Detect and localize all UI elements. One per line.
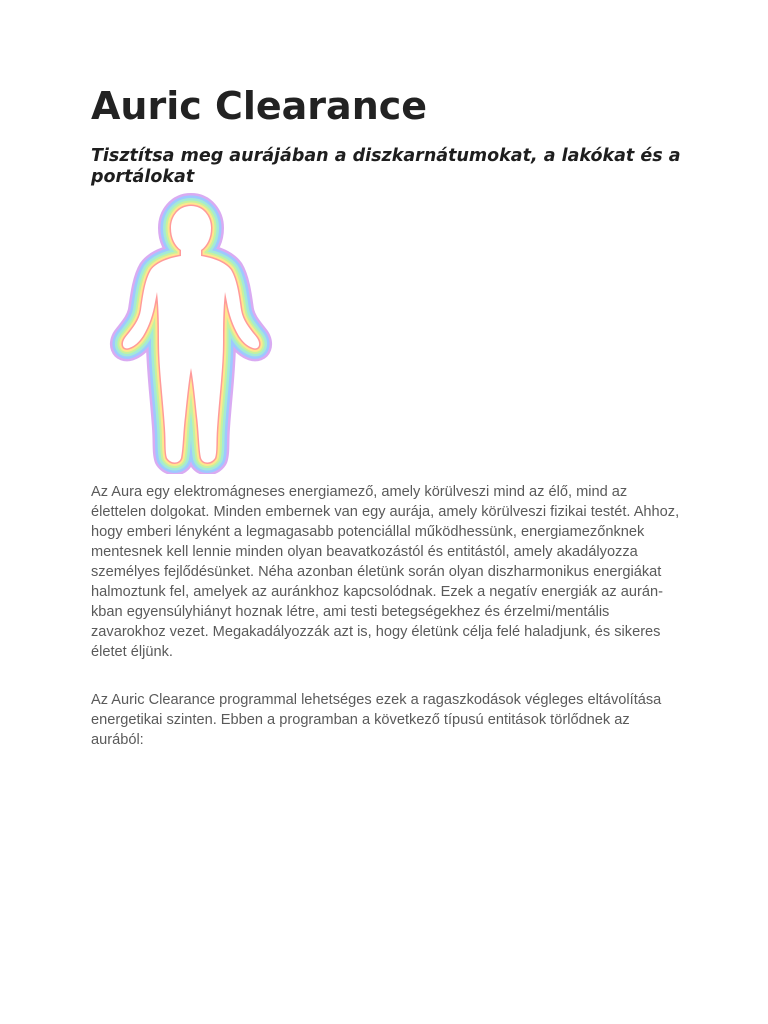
page-title: Auric Clearance	[91, 84, 428, 128]
paragraph-aura-intro: Az Aura egy elektromágneses energiamező, amely körülveszi mind az élő, mind az élettelen dolgokat. Minden embernek van egy aurája, amely körülveszi fizikai testét. Ahhoz, hogy emberi lényként a legmagasabb potenciállal működhessünk, energiamezőnknek mentesnek kell lennie minden olyan beavatkozástól és entitástól, amely akadályozza személyes fejlődésünket. Néha azonban életünk során olyan diszharmonikus energiákat halmoztunk fel, amelyek az auránkhoz kapcsolódnak. Ezek a negatív energiák az auránkban egyensúlyhiányt hoznak létre, ami testi betegségekhez és érzelmi/mentális zavarokhoz vezet. Megakadályozzák azt is, hogy életünk célja felé haladjunk, és sikeres életet éljünk.	[91, 484, 680, 660]
page-subtitle: Tisztítsa meg aurájában a diszkarnátumokat, a lakókat és a portálokat	[91, 146, 681, 187]
document-page	[91, 80, 681, 750]
aura-figure	[101, 192, 281, 474]
paragraph-program-intro: Az Auric Clearance programmal lehetséges ezek a ragaszkodások végleges eltávolítása energetikai szinten. Ebben a programban a következő típusú entitások törlődnek az aurából:	[91, 692, 662, 748]
aura-human-silhouette-icon	[101, 192, 281, 474]
